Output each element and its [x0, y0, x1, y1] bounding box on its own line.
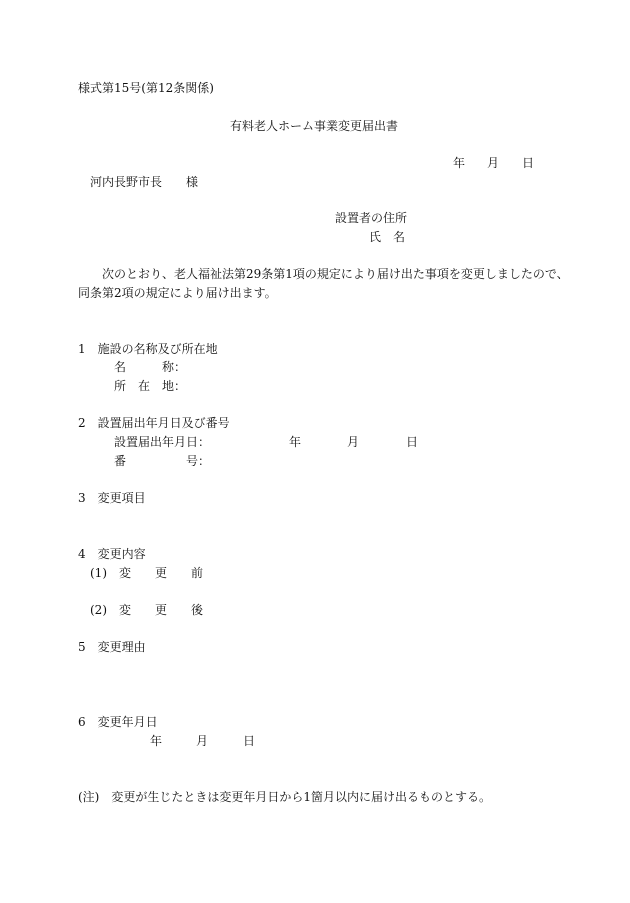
statement-line-2: 同条第2項の規定により届け出ます。 — [78, 286, 277, 300]
form-number: 様式第15号(第12条関係) — [78, 81, 214, 95]
facility-location-label: 所 在 地： — [114, 379, 187, 393]
section-4-heading: 4 変更内容 — [78, 547, 146, 561]
applicant-name-label: 氏 名 — [369, 230, 406, 244]
change-day-label: 日 — [243, 734, 256, 748]
document-title: 有料老人ホーム事業変更届出書 — [230, 119, 399, 133]
section-3-heading: 3 変更項目 — [78, 491, 146, 505]
section-5-heading: 5 変更理由 — [78, 640, 146, 654]
change-year-label: 年 — [150, 734, 163, 748]
change-month-label: 月 — [196, 734, 209, 748]
section-1-heading: 1 施設の名称及び所在地 — [78, 342, 218, 356]
establishment-month-label: 月 — [347, 435, 360, 449]
change-after-label: (2) 変 更 後 — [90, 603, 203, 617]
footnote: (注) 変更が生じたときは変更年月日から1箇月以内に届け出るものとする。 — [78, 790, 492, 804]
establishment-number-label: 番 号： — [114, 454, 211, 468]
facility-name-label: 名 称： — [114, 360, 187, 374]
date-day-label: 日 — [522, 156, 535, 170]
change-before-label: (1) 変 更 前 — [90, 566, 203, 580]
date-year-label: 年 — [453, 156, 466, 170]
date-month-label: 月 — [487, 156, 500, 170]
addressee: 河内長野市長 様 — [90, 175, 199, 189]
establishment-year-label: 年 — [289, 435, 302, 449]
establishment-day-label: 日 — [406, 435, 419, 449]
section-6-heading: 6 変更年月日 — [78, 715, 158, 729]
section-2-heading: 2 設置届出年月日及び番号 — [78, 416, 230, 430]
statement-line-1: 次のとおり、老人福祉法第29条第1項の規定により届け出た事項を変更しましたので、 — [102, 267, 569, 281]
applicant-address-label: 設置者の住所 — [335, 211, 408, 225]
establishment-date-label: 設置届出年月日： — [114, 435, 211, 449]
